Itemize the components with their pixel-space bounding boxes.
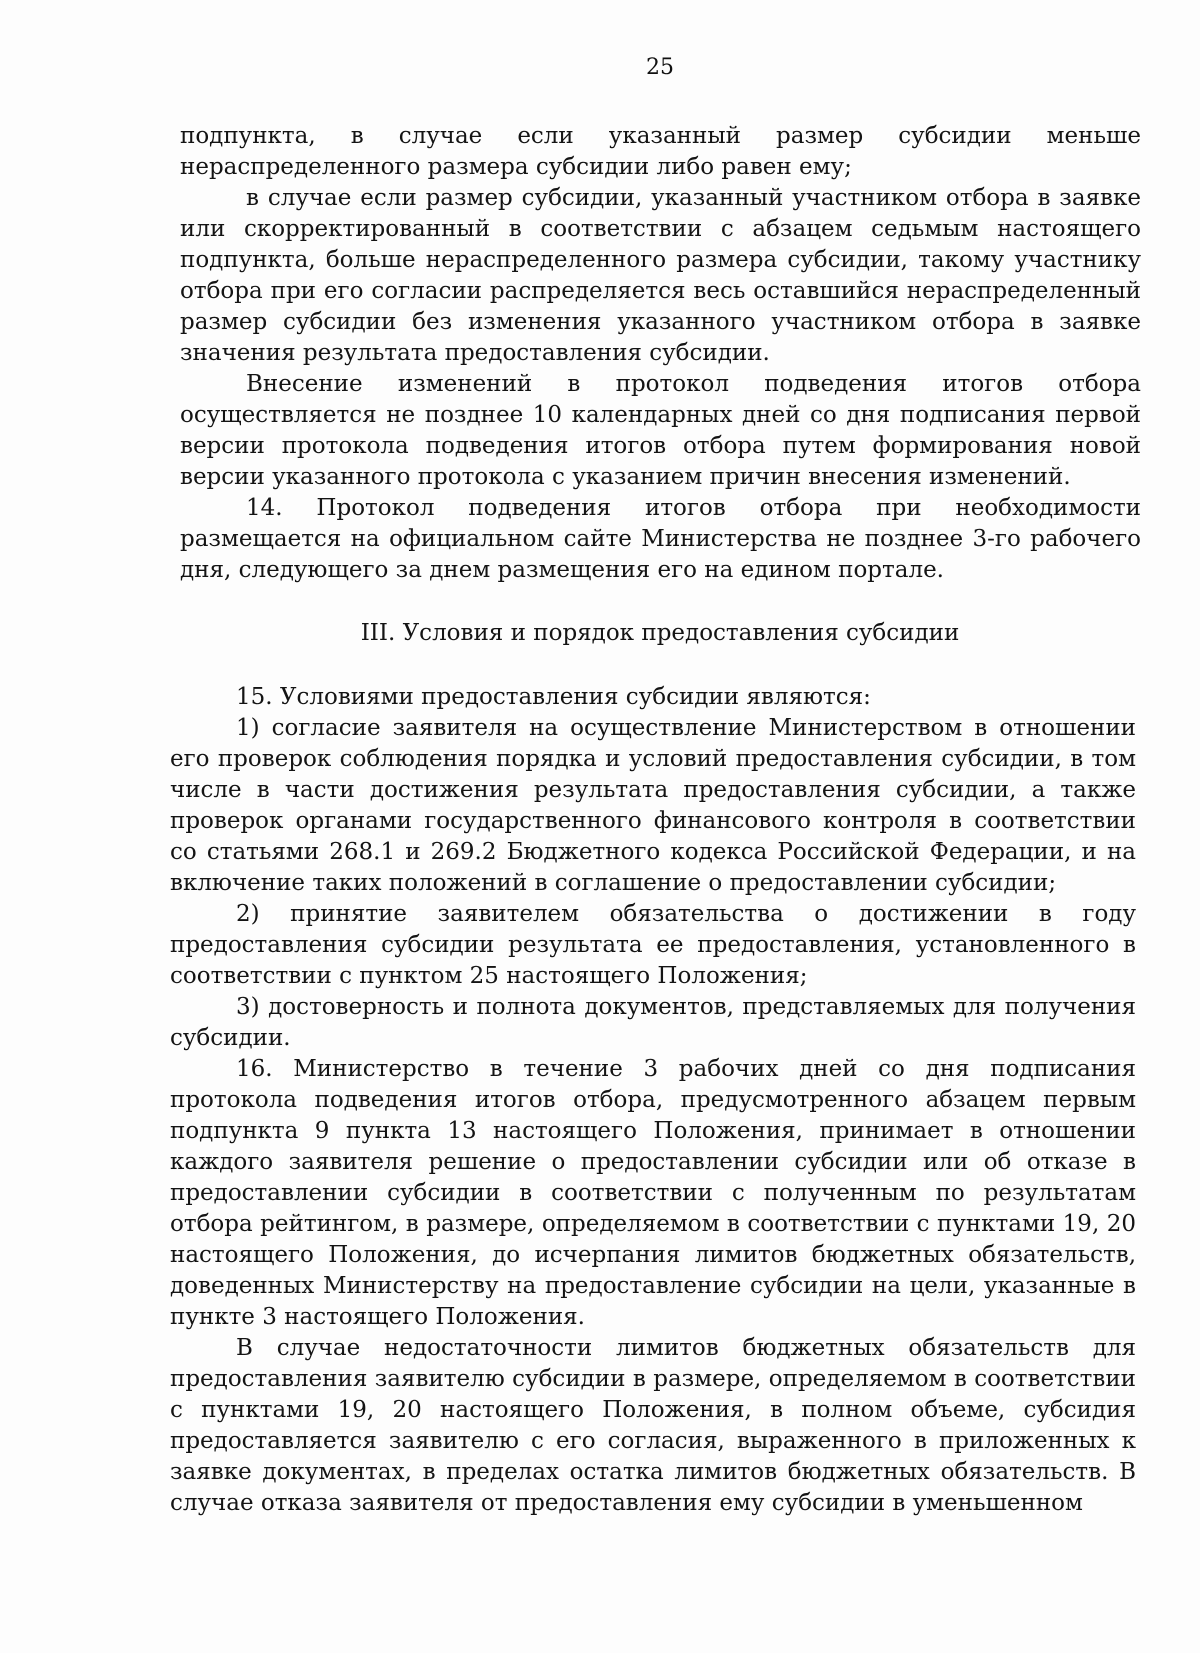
paragraph: Внесение изменений в протокол подведения итогов отбора осуществляется не позднее 10 календарных дней со дня подписания первой версии протокола подведения итогов отбора путем формирования новой версии указанного протокола с указанием причин внесения изменений.	[180, 371, 1141, 490]
paragraph: 3) достоверность и полнота документов, представляемых для получения субсидии.	[170, 994, 1136, 1051]
paragraph: 14. Протокол подведения итогов отбора при необходимости размещается на официальном сайте Министерства не позднее 3-го рабочего дня, следующего за днем размещения его на едином портале.	[180, 495, 1141, 583]
paragraph: 16. Министерство в течение 3 рабочих дней со дня подписания протокола подведения итогов отбора, предусмотренного абзацем первым подпункта 9 пункта 13 настоящего Положения, принимает в отношении каждого заявителя решение о предоставлении субсидии или об отказе в предоставлении субсидии в соответствии с полученным по результатам отбора рейтингом, в размере, определяемом в соответствии с пунктами 19, 20 настоящего Положения, до исчерпания лимитов бюджетных обязательств, доведенных Министерству на предоставление субсидии на цели, указанные в пункте 3 настоящего Положения.	[170, 1056, 1136, 1330]
paragraph: в случае если размер субсидии, указанный участником отбора в заявке или скорректированный в соответствии с абзацем седьмым настоящего подпункта, больше нераспределенного размера субсидии, такому участнику отбора при его согласии распределяется весь оставшийся нераспределенный размер субсидии без изменения указанного участником отбора в заявке значения результата предоставления субсидии.	[180, 185, 1141, 366]
text-block-upper	[180, 121, 1141, 586]
paragraph: 15. Условиями предоставления субсидии являются:	[236, 684, 871, 710]
paragraph: 1) согласие заявителя на осуществление Министерством в отношении его проверок соблюдения порядка и условий предоставления субсидии, в том числе в части достижения результата предоставления субсидии, а также проверок органами государственного финансового контроля в соответствии со статьями 268.1 и 269.2 Бюджетного кодекса Российской Федерации, и на включение таких положений в соглашение о предоставлении субсидии;	[170, 715, 1136, 896]
paragraph: В случае недостаточности лимитов бюджетных обязательств для предоставления заявителю субсидии в размере, определяемом в соответствии с пунктами 19, 20 настоящего Положения, в полном объеме, субсидия предоставляется заявителю с его согласия, выраженного в приложенных к заявке документах, в пределах остатка лимитов бюджетных обязательств. В случае отказа заявителя от предоставления ему субсидии в уменьшенном	[170, 1335, 1136, 1516]
section-heading: III. Условия и порядок предоставления субсидии	[360, 620, 960, 646]
page-number: 25	[646, 55, 674, 80]
paragraph: подпункта, в случае если указанный размер субсидии меньше нераспределенного размера субсидии либо равен ему;	[180, 123, 1141, 180]
text-block-lower	[170, 682, 1136, 1519]
paragraph: 2) принятие заявителем обязательства о достижении в году предоставления субсидии результата ее предоставления, установленного в соответствии с пунктом 25 настоящего Положения;	[170, 901, 1136, 989]
